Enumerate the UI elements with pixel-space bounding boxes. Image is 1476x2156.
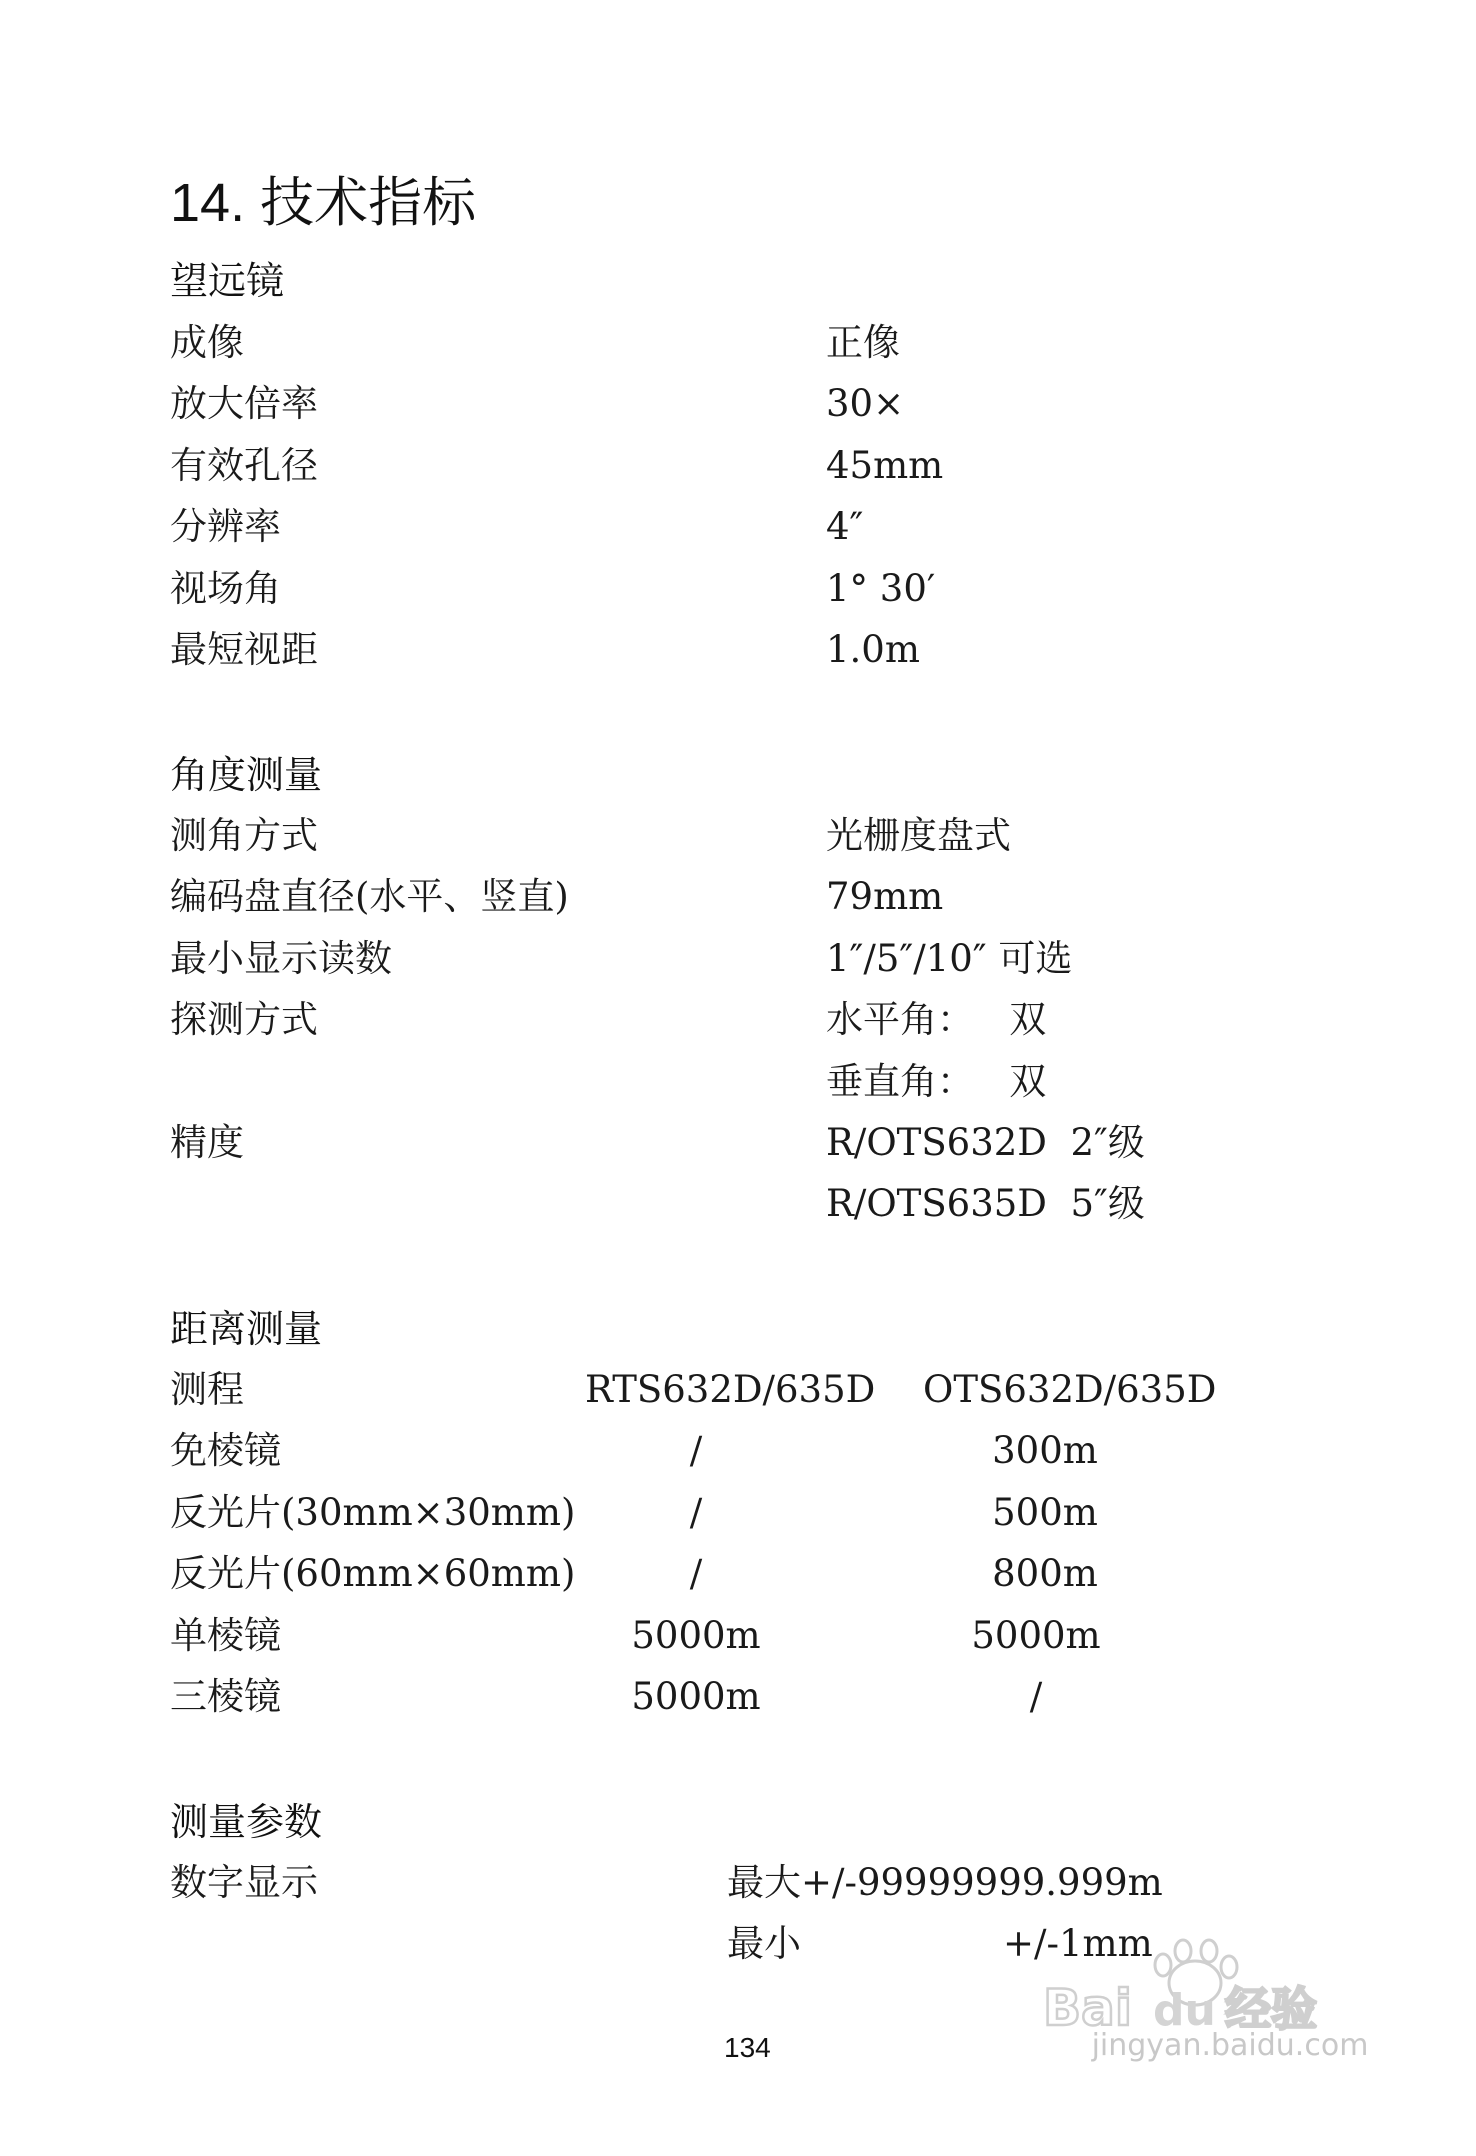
spec-value: 79mm — [826, 875, 944, 918]
range-rts-value: 5000m — [631, 1675, 761, 1718]
range-rts-value: / — [689, 1429, 703, 1472]
spec-value-min-label: 最小 — [727, 1922, 801, 1965]
spec-value: 正像 — [826, 321, 900, 364]
range-label: 单棱镜 — [170, 1614, 281, 1657]
spec-label: 分辨率 — [170, 505, 281, 548]
range-label: 三棱镜 — [170, 1675, 281, 1718]
spec-value: R/OTS632D 2″级 — [826, 1121, 1145, 1164]
spec-value: 1.0m — [826, 628, 920, 671]
spec-label: 有效孔径 — [170, 444, 318, 487]
range-rts-value: 5000m — [631, 1614, 761, 1657]
range-ots-value: 5000m — [971, 1614, 1101, 1657]
spec-value: 1° 30′ — [826, 567, 936, 610]
spec-label: 最小显示读数 — [170, 937, 392, 980]
range-ots-value: 300m — [992, 1429, 1098, 1472]
page-number: 134 — [724, 2032, 771, 2063]
range-ots-value: / — [1029, 1675, 1043, 1718]
spec-label: 数字显示 — [170, 1861, 318, 1904]
watermark-url: jingyan.baidu.com — [1091, 2028, 1369, 2063]
spec-value: 30× — [826, 382, 905, 425]
section-heading-telescope: 望远镜 — [170, 259, 285, 303]
spec-label: 最短视距 — [170, 628, 318, 671]
range-label: 反光片(30mm×30mm) — [170, 1491, 576, 1534]
spec-value: 1″/5″/10″ 可选 — [826, 937, 1073, 980]
range-label: 反光片(60mm×60mm) — [170, 1552, 576, 1595]
spec-value: 4″ — [826, 505, 864, 548]
range-header-ots: OTS632D/635D — [923, 1368, 1217, 1411]
spec-value: 最大+/-99999999.999m — [727, 1861, 1163, 1904]
spec-value: 光栅度盘式 — [826, 814, 1011, 857]
spec-value: 垂直角： 双 — [826, 1060, 1047, 1103]
spec-value: R/OTS635D 5″级 — [826, 1182, 1145, 1225]
range-rts-value: / — [689, 1552, 703, 1595]
spec-label: 精度 — [170, 1121, 244, 1164]
svg-text:du: du — [1153, 1985, 1216, 2036]
spec-label: 放大倍率 — [170, 382, 318, 425]
section-heading-angle: 角度测量 — [170, 753, 323, 797]
spec-value-min: +/-1mm — [1003, 1922, 1153, 1965]
svg-text:经验: 经验 — [1225, 1982, 1317, 2036]
range-ots-value: 800m — [992, 1552, 1098, 1595]
spec-label: 视场角 — [170, 567, 281, 610]
spec-label: 探测方式 — [170, 998, 318, 1041]
spec-label: 成像 — [170, 321, 244, 364]
svg-text:Bai: Bai — [1043, 1979, 1132, 2037]
spec-value: 水平角： 双 — [826, 998, 1047, 1041]
range-label: 免棱镜 — [170, 1429, 281, 1472]
range-header-rts: RTS632D/635D — [585, 1368, 876, 1411]
range-ots-value: 500m — [992, 1491, 1098, 1534]
range-header-label: 测程 — [170, 1368, 244, 1411]
page-title: 14. 技术指标 — [170, 173, 477, 233]
spec-label: 测角方式 — [170, 814, 318, 857]
spec-label: 编码盘直径(水平、竖直) — [170, 875, 569, 918]
range-rts-value: / — [689, 1491, 703, 1534]
section-heading-params: 测量参数 — [170, 1800, 323, 1844]
section-heading-distance: 距离测量 — [170, 1307, 323, 1351]
spec-value: 45mm — [826, 444, 944, 487]
